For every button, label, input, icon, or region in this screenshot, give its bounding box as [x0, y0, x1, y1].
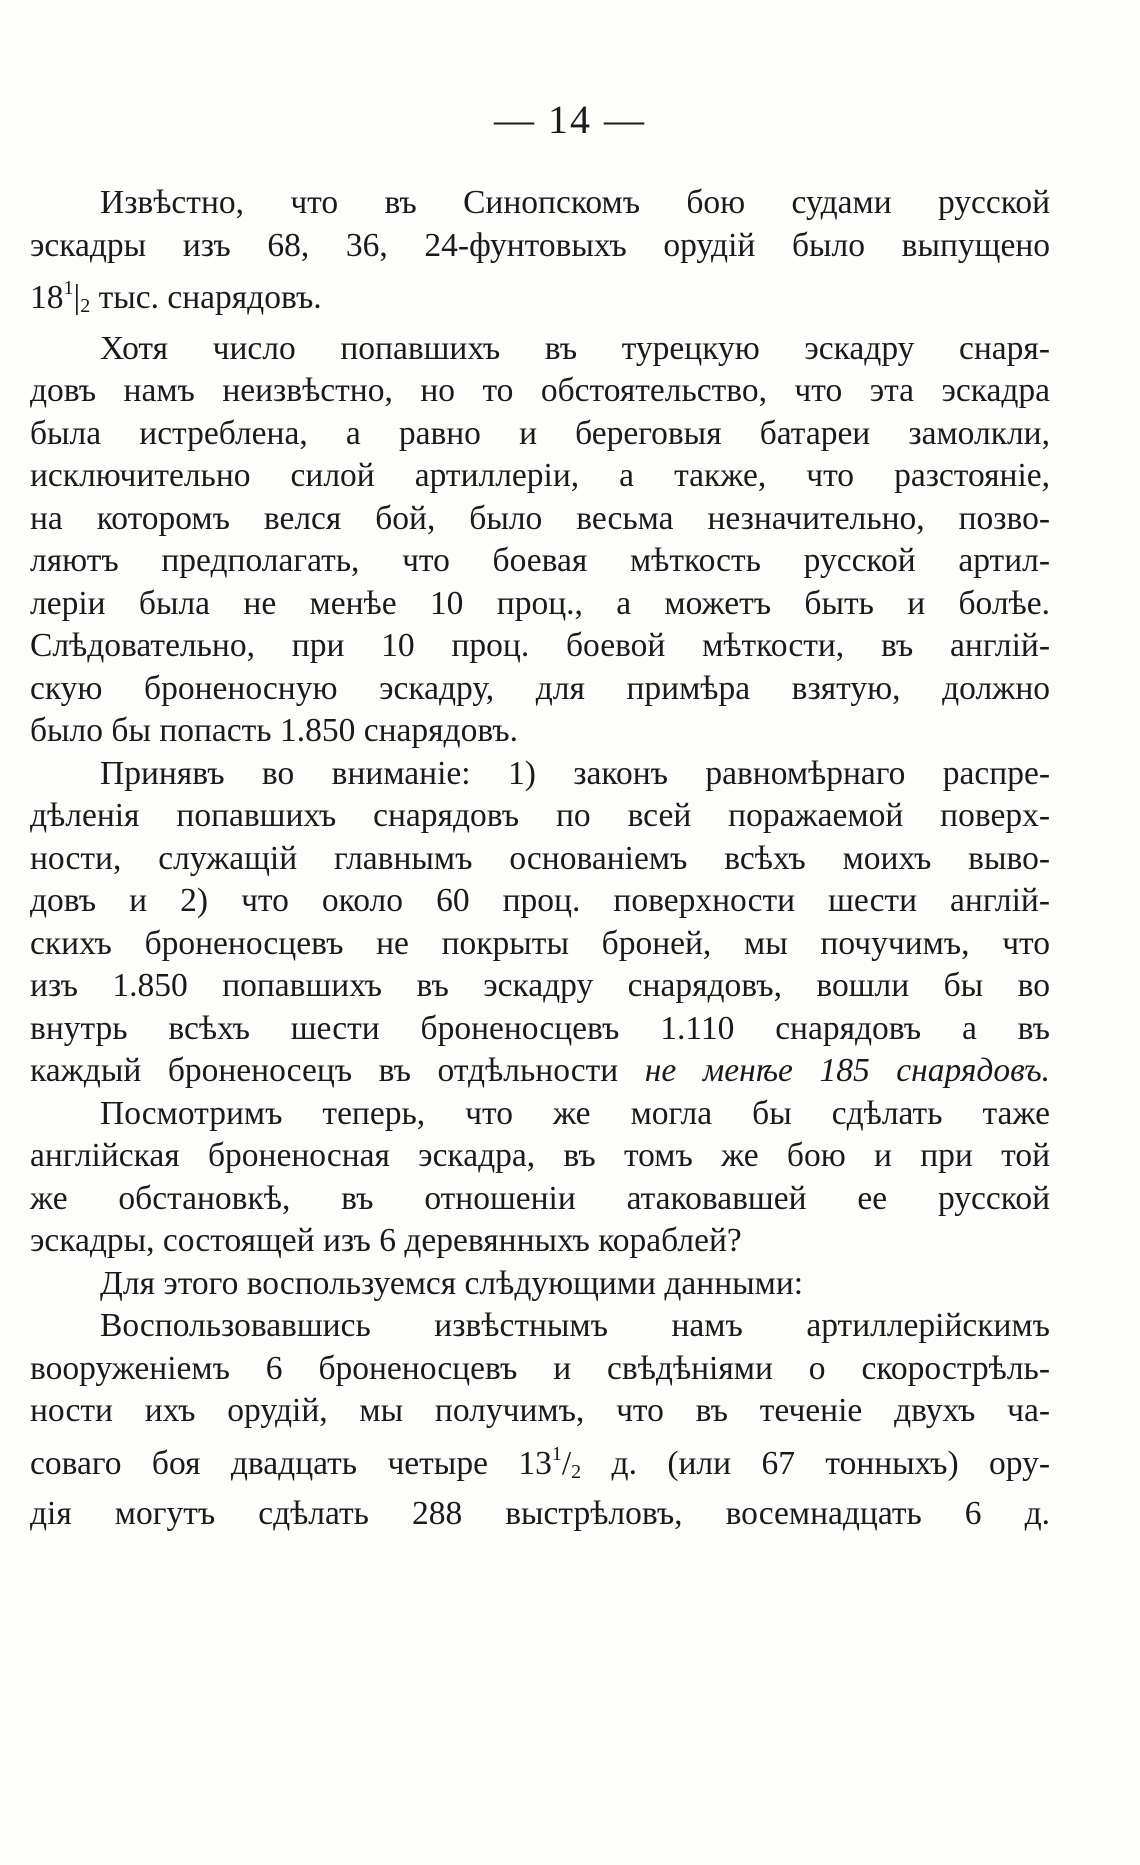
text-line: Для этого воспользуемся слѣдующими данными:	[100, 1264, 804, 1302]
text-line: скихъ броненосцевъ не покрыты броней, мы почучимъ, что	[30, 924, 1050, 962]
text-line: скую броненосную эскадру, для примѣра взятую, должно	[30, 669, 1050, 707]
line-regular-part: каждый броненосецъ въ отдѣльности	[30, 1052, 645, 1089]
text-line: ности, служащій главнымъ основаніемъ всѣхъ моихъ выво-	[30, 839, 1050, 877]
fraction-trailing-text: д. (или 67 тонныхъ) ору-	[581, 1444, 1050, 1482]
text-line-emphasis	[30, 1050, 1050, 1093]
paragraph-4	[30, 1093, 1050, 1263]
fraction-bar: /	[561, 1444, 572, 1482]
text-line: ности ихъ орудій, мы получимъ, что въ теченіе двухъ ча-	[30, 1392, 1050, 1429]
text-line: леріи была не менѣе 10 проц., а можетъ быть и болѣе.	[30, 584, 1050, 622]
text-line: эскадры, состоящей изъ 6 деревянныхъ кораблей?	[30, 1222, 742, 1259]
paragraph-2	[30, 328, 1050, 753]
text-line-fraction	[30, 267, 1050, 328]
text-line-fraction	[30, 1433, 1050, 1494]
fraction-denominator: 2	[571, 1460, 582, 1483]
paragraph-6	[30, 1305, 1050, 1536]
fraction-numerator: 1	[63, 277, 74, 299]
text-line: внутрь всѣхъ шести броненосцевъ 1.110 снарядовъ а въ	[30, 1009, 1050, 1047]
text-line: же обстановкѣ, въ отношеніи атаковавшей ее русской	[30, 1179, 1050, 1217]
text-line: было бы попасть 1.850 снарядовъ.	[30, 712, 519, 749]
text-line: ляютъ предполагать, что боевая мѣткость русской артил-	[30, 542, 1050, 579]
text-line: исключительно силой артиллеріи, а также, что разстояніе,	[30, 457, 1050, 494]
text-line: Принявъ во вниманіе: 1) законъ равномѣрнаго распре-	[100, 754, 1050, 792]
fraction-lead-text: соваго боя двадцать четыре 13	[30, 1444, 552, 1482]
fraction-whole: 18	[30, 279, 64, 316]
text-line: изъ 1.850 попавшихъ въ эскадру снарядовъ, вошли бы во	[30, 967, 1050, 1004]
text-line: Хотя число попавшихъ въ турецкую эскадру снаря-	[100, 329, 1050, 367]
text-line: Извѣстно, что въ Синопскомъ бою судами русской	[100, 184, 1050, 221]
body-text	[30, 182, 1050, 1536]
text-line: дѣленія попавшихъ снарядовъ по всей поражаемой поверх-	[30, 797, 1050, 834]
paragraph-1	[30, 182, 1050, 328]
text-line: довъ намъ неизвѣстно, но то обстоятельство, что эта эскадра	[30, 372, 1050, 409]
paragraph-3	[30, 753, 1050, 1093]
text-line: была истреблена, а равно и береговыя батареи замолкли,	[30, 414, 1050, 452]
text-line: Посмотримъ теперь, что же могла бы сдѣлать таже	[100, 1094, 1050, 1132]
fraction-denominator: 2	[80, 295, 91, 317]
paragraph-5	[30, 1263, 1050, 1306]
text-line: Слѣдовательно, при 10 проц. боевой мѣткости, въ англій-	[30, 627, 1050, 664]
text-line: довъ и 2) что около 60 проц. поверхности шести англій-	[30, 882, 1050, 919]
text-line: Воспользовавшись извѣстнымъ намъ артиллерійскимъ	[100, 1307, 1050, 1344]
emphasized-text: не менѣе 185 снарядовъ.	[644, 1052, 1050, 1089]
text-line: англійская броненосная эскадра, въ томъ же бою и при той	[30, 1137, 1050, 1174]
text-line: эскадры изъ 68, 36, 24-фунтовыхъ орудій было выпущено	[30, 226, 1050, 264]
fraction-numerator: 1	[551, 1442, 562, 1465]
fraction-bar: |	[73, 279, 81, 316]
page-number: — 14 —	[494, 97, 646, 142]
text-line: дія могутъ сдѣлать 288 выстрѣловъ, восемнадцать 6 д.	[30, 1495, 1050, 1532]
text-line: вооруженіемъ 6 броненосцевъ и свѣдѣніями о скорострѣль-	[30, 1349, 1050, 1387]
text-line: на которомъ велся бой, было весьма незначительно, позво-	[30, 499, 1050, 537]
fraction-trailing-text: тыс. снарядовъ.	[90, 279, 322, 316]
